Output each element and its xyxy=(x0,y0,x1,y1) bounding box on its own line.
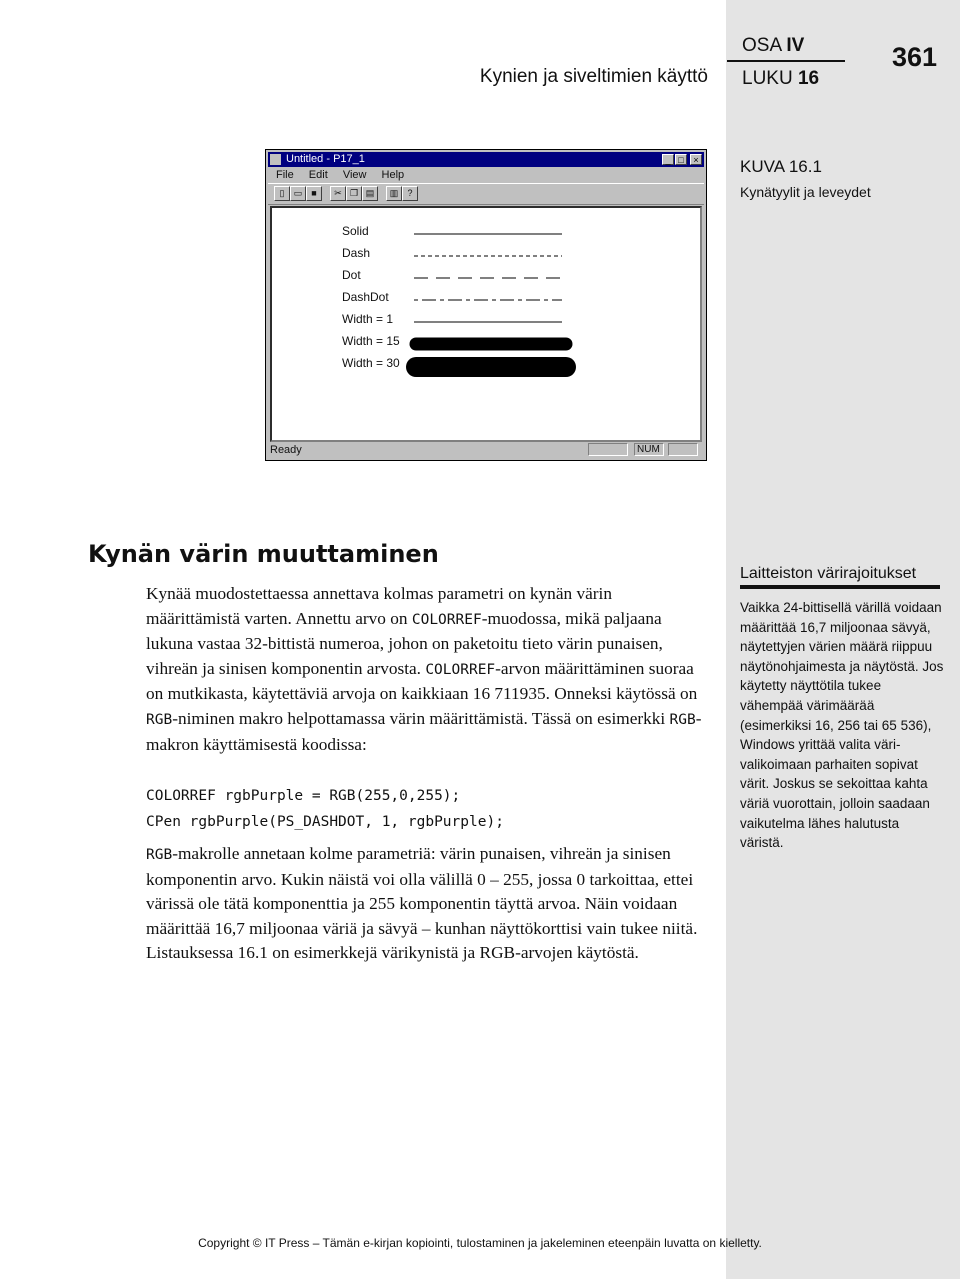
page-number: 361 xyxy=(892,42,938,72)
save-icon[interactable]: ■ xyxy=(306,186,322,201)
menu-help[interactable]: Help xyxy=(381,169,405,181)
running-header-title: Kynien ja siveltimien käyttö xyxy=(479,66,708,87)
window-titlebar xyxy=(268,152,704,167)
status-bar xyxy=(268,442,704,458)
menu-view[interactable]: View xyxy=(342,169,367,181)
code-line-1: COLORREF rgbPurple = RGB(255,0,255); xyxy=(146,788,461,804)
copy-icon[interactable]: ❐ xyxy=(346,186,362,201)
pen-label-width1: Width = 1 xyxy=(342,312,394,326)
pen-label-dot: Dot xyxy=(342,268,361,282)
toolbar xyxy=(268,183,704,205)
p1-code-rgb-2: RGB xyxy=(669,711,696,728)
copyright-footer: Copyright © IT Press – Tämän e-kirjan kopiointi, tulostaminen ja jakeleminen eteenpäin luvatta on kielletty. xyxy=(198,1236,762,1250)
menu-bar xyxy=(268,167,704,183)
paragraph-1 xyxy=(146,582,706,757)
help-icon[interactable]: ? xyxy=(402,186,418,201)
part-label xyxy=(742,35,804,57)
p2-code-rgb: RGB xyxy=(146,847,173,863)
open-folder-icon[interactable]: ▭ xyxy=(290,186,306,201)
pen-label-width30: Width = 30 xyxy=(342,356,400,370)
pen-label-width15: Width = 15 xyxy=(342,334,400,348)
window-title: Untitled - P17_1 xyxy=(286,153,365,165)
p1-code-colorref-2: COLORREF xyxy=(425,661,496,678)
close-icon[interactable]: × xyxy=(690,154,702,165)
chapter-label-text: LUKU xyxy=(742,68,793,89)
cut-icon[interactable]: ✂ xyxy=(330,186,346,201)
sidebar-note-text: Vaikka 24-bittisellä värillä voidaan määrittää 16,7 miljoonaa sävyä, näytettyjen värien määrä riippuu näytönohjaimesta ja näytöstä. Jos käytetty näyttötila tukee vähempää värimäärää (esimerkiksi 16, 256 tai 65 536), Windows yrittää valita väri-valikoimaan parhaiten sopivat värit. Joskus se sekoittaa kahta väriä vuorottain, jolloin saadaan vaikutelma lähes halutusta väristä. xyxy=(740,600,944,851)
status-ready: Ready xyxy=(270,444,302,456)
minimize-icon[interactable]: _ xyxy=(662,154,674,165)
pen-label-solid: Solid xyxy=(342,224,369,238)
status-pane xyxy=(588,443,628,456)
paragraph-2 xyxy=(146,842,706,966)
app-window-figure xyxy=(265,149,707,461)
p2-text: -makrolle annetaan kolme parametriä: värin punaisen, vihreän ja sinisen komponentin arvo. Kukin näistä voi olla välillä 0 – 255, jossa 0 tarkoittaa, ettei värissä ole tätä komponenttia ja 255 komponentin täyttä arvoa. Näin voidaan määrittää 16,7 miljoonaa väriä ja sävyä – kunhan näyttökorttisi vain tukee niitä. Listauksessa 16.1 on esimerkkejä värikynistä ja RGB-arvojen käytöstä. xyxy=(146,844,698,963)
menu-file[interactable]: File xyxy=(276,169,294,181)
status-pane-extra xyxy=(668,443,698,456)
paste-icon[interactable]: ▤ xyxy=(362,186,378,201)
sidebar-note-rule xyxy=(740,585,940,589)
pen-label-dash: Dash xyxy=(342,246,371,260)
p1-text-c: -arvon määrittäminen suoraa on mutkikasta, käytettäviä arvoja on kaikkiaan 16 711935. Onneksi käytössä on xyxy=(146,658,698,704)
status-num: NUM xyxy=(634,443,664,456)
header-rule xyxy=(727,60,845,62)
p1-code-colorref: COLORREF xyxy=(411,611,482,628)
figure-label: KUVA 16.1 xyxy=(740,157,822,176)
section-heading: Kynän värin muuttaminen xyxy=(88,540,439,568)
pen-label-dashdot: DashDot xyxy=(342,290,389,304)
p1-text-b: -muodossa, mikä paljaana lukuna vastaa 32-bittistä numeroa, johon on paketoitu tieto värin punaisen, vihreän ja sinisen komponentin arvosta. xyxy=(146,608,663,678)
p1-text-e: -makron käyttämisestä koodissa: xyxy=(146,708,702,754)
p1-text-d: -niminen makro helpottamassa värin määrittämistä. Tässä on esimerkki xyxy=(172,708,670,728)
code-line-2: CPen rgbPurple(PS_DASHDOT, 1, rgbPurple); xyxy=(146,814,504,830)
client-area xyxy=(270,206,702,442)
new-file-icon[interactable]: ▯ xyxy=(274,186,290,201)
menu-edit[interactable]: Edit xyxy=(308,169,328,181)
chapter-number: 16 xyxy=(797,68,820,89)
chapter-label xyxy=(742,68,819,90)
pen-samples xyxy=(272,208,700,440)
part-number: IV xyxy=(786,35,805,56)
app-icon xyxy=(270,154,281,165)
sidebar-note-title: Laitteiston värirajoitukset xyxy=(740,565,917,582)
figure-caption: Kynätyylit ja leveydet xyxy=(740,184,871,200)
print-icon[interactable]: ▥ xyxy=(386,186,402,201)
maximize-icon[interactable]: □ xyxy=(675,154,687,165)
p1-code-rgb: RGB xyxy=(146,711,173,728)
part-label-text: OSA xyxy=(742,35,782,56)
p1-text-a: Kynää muodostettaessa annettava kolmas parametri on kynän värin määrittämistä varten. Annettu arvo on xyxy=(146,584,612,628)
